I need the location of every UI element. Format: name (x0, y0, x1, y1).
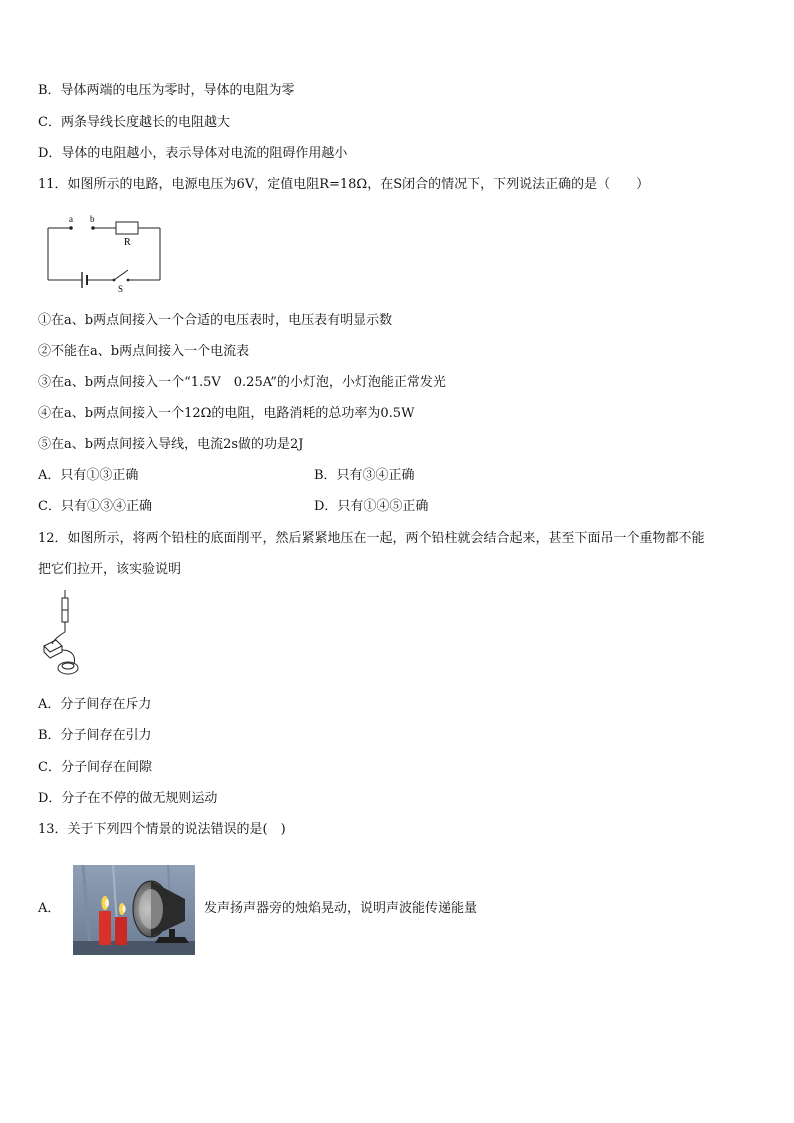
q12-stem-line2: 把它们拉开，该实验说明 (38, 562, 182, 577)
q11-statement-5: ⑤在a、b两点间接入导线，电流2s做的功是2J (38, 437, 304, 452)
q11-statement-1: ①在a、b两点间接入一个合适的电压表时，电压表有明显示数 (38, 313, 393, 328)
q11-option-b: B．只有③④正确 (314, 468, 415, 483)
q11-stem: 11．如图所示的电路，电源电压为6V，定值电阻R=18Ω，在S闭合的情况下，下列说法正确的是（ ） (38, 177, 650, 192)
q11-option-a: A．只有①③正确 (38, 468, 139, 483)
q13-option-a-text: 发声扬声器旁的烛焰晃动，说明声波能传递能量 (204, 901, 478, 916)
q11-statement-3: ③在a、b两点间接入一个“1.5V 0.25A”的小灯泡，小灯泡能正常发光 (38, 375, 446, 390)
label-b: b (90, 214, 95, 224)
q10-option-c: C．两条导线长度越长的电阻越大 (38, 115, 230, 130)
q11-circuit-diagram (40, 210, 170, 295)
q13-option-a-label: A． (38, 901, 61, 916)
q11-statement-4: ④在a、b两点间接入一个12Ω的电阻，电路消耗的总功率为0.5W (38, 406, 415, 421)
terminal-a (69, 226, 73, 230)
q10-option-d: D．导体的电阻越小，表示导体对电流的阻碍作用越小 (38, 146, 348, 161)
q13-stem: 13．关于下列四个情景的说法错误的是( ) (38, 822, 286, 837)
q11-statement-2: ②不能在a、b两点间接入一个电流表 (38, 344, 250, 359)
q12-lead-cylinder-figure (38, 588, 88, 683)
label-a: a (69, 214, 73, 224)
terminal-b (91, 226, 95, 230)
q10-option-b: B．导体两端的电压为零时，导体的电阻为零 (38, 83, 295, 98)
q12-option-a: A．分子间存在斥力 (38, 697, 152, 712)
q12-option-b: B．分子间存在引力 (38, 728, 152, 743)
label-r: R (124, 237, 131, 248)
candle-speaker-photo (73, 865, 195, 955)
label-s: S (118, 284, 124, 294)
q11-option-d: D．只有①④⑤正确 (314, 499, 429, 514)
q11-option-c: C．只有①③④正确 (38, 499, 152, 514)
q12-stem-line1: 12．如图所示，将两个铅柱的底面削平，然后紧紧地压在一起，两个铅柱就会结合起来，甚至下面吊一个重物都不能 (38, 531, 705, 546)
q12-option-d: D．分子在不停的做无规则运动 (38, 791, 218, 806)
q12-option-c: C．分子间存在间隙 (38, 760, 152, 775)
